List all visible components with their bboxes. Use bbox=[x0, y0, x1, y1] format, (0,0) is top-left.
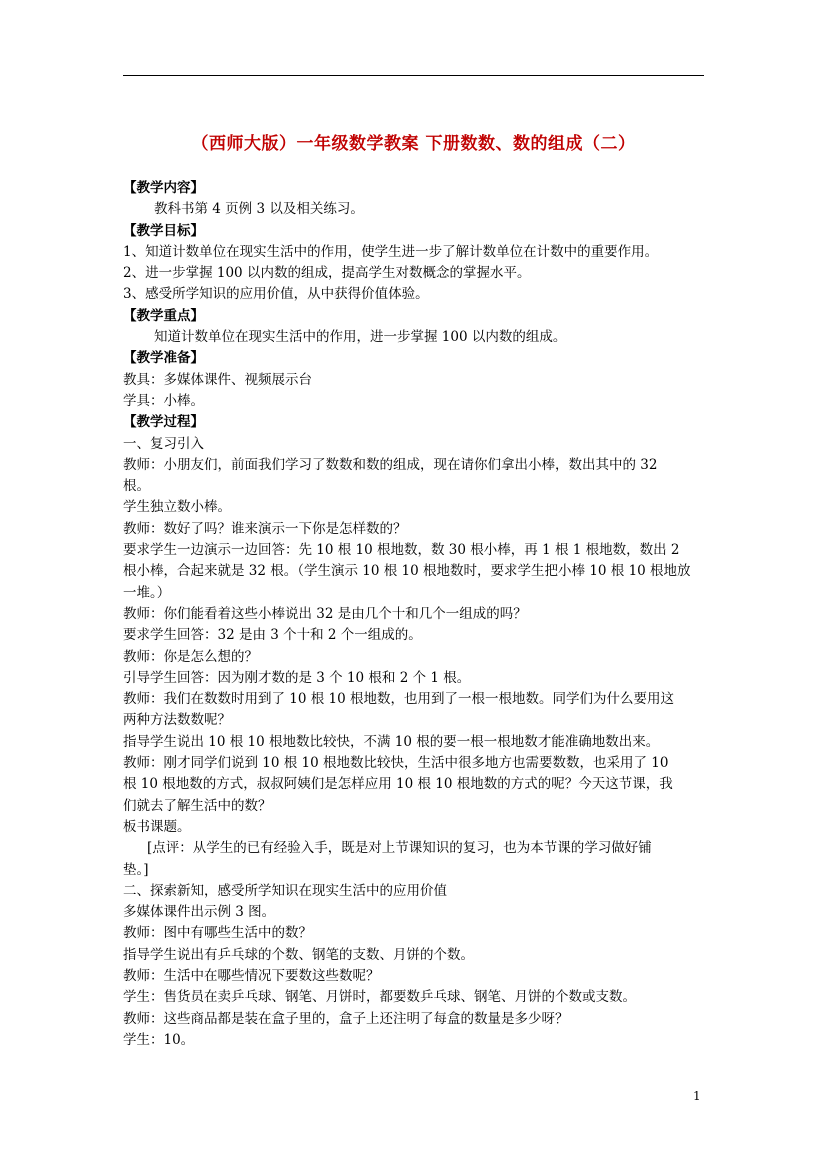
subsection-heading: 一、复习引入 bbox=[123, 435, 204, 452]
paragraph: 教师：你是怎么想的？ bbox=[123, 648, 258, 665]
paragraph: 一堆。） bbox=[123, 584, 171, 601]
paragraph: 要求学生一边演示一边回答：先 10 根 10 根地数，数 30 根小棒，再 1 根 1 根地数，数出 2 bbox=[123, 542, 680, 559]
page-number: 1 bbox=[693, 1089, 701, 1103]
paragraph: 两种方法数数呢？ bbox=[123, 712, 231, 729]
objective-item: 1、知道计数单位在现实生活中的作用，使学生进一步了解计数单位在计数中的重要作用。 bbox=[123, 243, 659, 260]
paragraph: 学生：售货员在卖乒乓球、钢笔、月饼时，都要数乒乓球、钢笔、月饼的个数或支数。 bbox=[123, 989, 636, 1006]
paragraph: 板书课题。 bbox=[123, 818, 191, 835]
paragraph: 们就去了解生活中的数？ bbox=[123, 797, 272, 814]
paragraph: 教师：小朋友们，前面我们学习了数数和数的组成，现在请你们拿出小棒，数出其中的 32 bbox=[123, 456, 658, 473]
paragraph: 要求学生回答：32 是由 3 个十和 2 个一组成的。 bbox=[123, 627, 422, 644]
objective-item: 3、感受所学知识的应用价值，从中获得价值体验。 bbox=[123, 286, 429, 303]
document-title: （西师大版）一年级数学教案 下册数数、数的组成（二） bbox=[191, 134, 636, 154]
paragraph: 教具：多媒体课件、视频展示台 bbox=[123, 371, 312, 388]
paragraph: 教师：我们在数数时用到了 10 根 10 根地数，也用到了一根一根地数。同学们为什么要用这 bbox=[123, 691, 675, 708]
paragraph: 教师：数好了吗？谁来演示一下你是怎样数的？ bbox=[123, 520, 407, 537]
paragraph: 教师：生活中在哪些情况下要数这些数呢？ bbox=[123, 967, 380, 984]
paragraph: 教师：刚才同学们说到 10 根 10 根地数比较快，生活中很多地方也需要数数，也采用了 10 bbox=[123, 755, 669, 772]
section-heading-preparation: 【教学准备】 bbox=[123, 350, 204, 367]
paragraph: 学具：小棒。 bbox=[123, 392, 204, 409]
section-heading-objectives: 【教学目标】 bbox=[123, 222, 204, 239]
section-heading-focus: 【教学重点】 bbox=[123, 307, 204, 324]
paragraph: 引导学生回答：因为刚才数的是 3 个 10 根和 2 个 1 根。 bbox=[123, 669, 471, 686]
paragraph: 知道计数单位在现实生活中的作用，进一步掌握 100 以内数的组成。 bbox=[154, 329, 567, 346]
subsection-heading: 二、探索新知，感受所学知识在现实生活中的应用价值 bbox=[123, 882, 447, 899]
comment-note: [点评：从学生的已有经验入手，既是对上节课知识的复习，也为本节课的学习做好铺 bbox=[147, 840, 652, 857]
paragraph: 根。 bbox=[123, 478, 150, 495]
document-body bbox=[123, 178, 704, 1051]
paragraph: 根小棒，合起来就是 32 根。（学生演示 10 根 10 根地数时，要求学生把小棒 10 根 10 根地放 bbox=[123, 563, 691, 580]
section-heading-process: 【教学过程】 bbox=[123, 414, 204, 431]
section-heading-content: 【教学内容】 bbox=[123, 180, 204, 196]
paragraph: 学生：10。 bbox=[123, 1031, 195, 1048]
header-rule bbox=[123, 75, 704, 76]
objective-item: 2、进一步掌握 100 以内数的组成，提高学生对数概念的掌握水平。 bbox=[123, 265, 531, 282]
paragraph: 指导学生说出 10 根 10 根地数比较快，不满 10 根的要一根一根地数才能准确地数出来。 bbox=[123, 733, 660, 750]
paragraph: 教师：图中有哪些生活中的数？ bbox=[123, 925, 312, 942]
paragraph: 教师：你们能看着这些小棒说出 32 是由几个十和几个一组成的吗？ bbox=[123, 605, 527, 622]
paragraph: 学生独立数小棒。 bbox=[123, 499, 231, 516]
paragraph: 教科书第 4 页例 3 以及相关练习。 bbox=[154, 201, 364, 218]
paragraph: 根 10 根地数的方式，叔叔阿姨们是怎样应用 10 根 10 根地数的方式的呢？今天这节课，我 bbox=[123, 776, 673, 793]
comment-note: 垫。] bbox=[123, 861, 149, 878]
paragraph: 多媒体课件出示例 3 图。 bbox=[123, 904, 276, 921]
paragraph: 指导学生说出有乒乓球的个数、钢笔的支数、月饼的个数。 bbox=[123, 946, 474, 963]
paragraph: 教师：这些商品都是装在盒子里的，盒子上还注明了每盒的数量是多少呀？ bbox=[123, 1010, 569, 1027]
